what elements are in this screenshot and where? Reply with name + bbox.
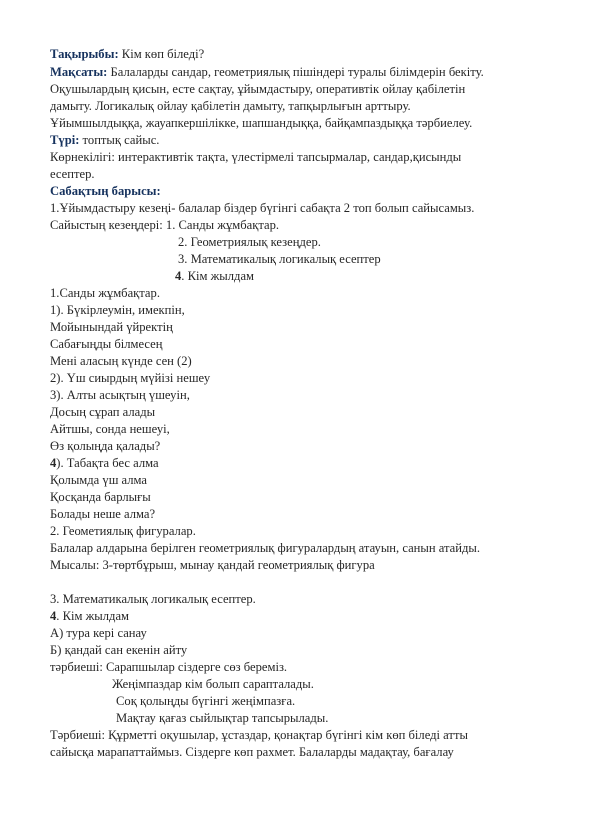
- riddle-1-line-3: Сабағыңды білмесең: [50, 337, 163, 351]
- geometry-example: Мысалы: 3-төртбұрыш, мынау қандай геометриялық фигура: [50, 558, 375, 572]
- riddle-4-number: 4: [50, 456, 57, 470]
- topic-text: Кім көп біледі?: [118, 47, 205, 61]
- closing-line-2: сайысқа марапаттаймыз. Сіздерге көп рахмет. Балаларды мадақтау, бағалау: [50, 745, 454, 759]
- geometry-description: Балалар алдарына берілген геометриялық фигуралардың атауын, санын атайды.: [50, 541, 481, 555]
- topic-label: Тақырыбы:: [50, 47, 119, 61]
- goals-line-2: Оқушылардың қисын, есте сақтау, ұйымдастыру, оперативтік ойлау қабілетін: [50, 82, 466, 96]
- stage-4-text: . Кім жылдам: [181, 269, 255, 283]
- riddle-2: 2). Үш сиырдың мүйізі нешеу: [50, 371, 211, 385]
- goals-label: Мақсаты:: [50, 65, 108, 79]
- goals-line-4: Ұйымшылдыққа, жауапкершілікке, шапшандыққа, байқампаздыққа тәрбиелеу.: [50, 116, 473, 130]
- riddle-4-line-3: Қосқанда барлығы: [50, 490, 151, 504]
- riddle-4-text: ). Табақта бес алма: [56, 456, 159, 470]
- riddle-3-line-3: Айтшы, сонда нешеуі,: [50, 422, 170, 436]
- riddle-4-line-4: Болады неше алма?: [50, 507, 156, 521]
- stages-intro: Сайыстың кезеңдері: 1. Санды жұмбақтар.: [50, 218, 280, 232]
- teacher-line: тәрбиеші: Сарапшылар сіздерге сөз береміз.: [50, 660, 288, 674]
- geometry-title: 2. Геометиялық фигуралар.: [50, 524, 196, 538]
- organization-stage: 1.Ұйымдастыру кезеңі- балалар біздер бүгінгі сабақта 2 топ болып сайысамыз.: [50, 201, 475, 215]
- fastest-text: . Кім жылдам: [56, 609, 130, 623]
- math-problems-title: 3. Математикалық логикалық есептер.: [50, 592, 256, 606]
- riddle-4-line-1: [50, 455, 159, 472]
- fastest-title: [50, 608, 129, 625]
- fastest-number: 4: [50, 609, 57, 623]
- stage-2: 2. Геометриялық кезеңдер.: [178, 235, 321, 249]
- winners-line: Жеңімпаздар кім болып сарапталады.: [112, 677, 314, 691]
- goals-line-3: дамыту. Логикалық ойлау қабілетін дамыту, тапқырлығын арттыру.: [50, 99, 411, 113]
- visual-aids-line-1: Көрнекілігі: интерактивтік тақта, үлестірмелі тапсырмалар, сандар,қисынды: [50, 150, 462, 164]
- riddle-4-line-2: Қолымда үш алма: [50, 473, 147, 487]
- process-heading: Сабақтың барысы:: [50, 184, 161, 198]
- topic-line: [50, 46, 204, 63]
- riddle-3-line-2: Досың сұрап алады: [50, 405, 156, 419]
- riddle-3-line-4: Өз қолыңда қалады?: [50, 439, 161, 453]
- type-line: [50, 132, 159, 149]
- riddles-title: 1.Санды жұмбақтар.: [50, 286, 160, 300]
- visual-aids-line-2: есептер.: [50, 167, 95, 181]
- stage-4-number: 4: [175, 269, 182, 283]
- type-label: Түрі:: [50, 133, 80, 147]
- goals-text-1: Балаларды сандар, геометриялық пішіндері туралы білімдерін бекіту.: [107, 65, 484, 79]
- type-text: топтық сайыс.: [79, 133, 160, 147]
- congrats-line: Соқ қолыңды бүгінгі жеңімпазға.: [116, 694, 296, 708]
- riddle-1-line-1: 1). Бүкірлеумін, имекпін,: [50, 303, 185, 317]
- goals-line-1: [50, 64, 484, 81]
- stage-4: [175, 268, 254, 285]
- riddle-3-line-1: 3). Алты асықтың үшеуін,: [50, 388, 190, 402]
- closing-line-1: Тәрбиеші: Құрметті оқушылар, ұстаздар, қонақтар бүгінгі кім көп біледі атты: [50, 728, 468, 742]
- stage-3: 3. Математикалық логикалық есептер: [178, 252, 381, 266]
- riddle-1-line-4: Мені аласың күнде сен (2): [50, 354, 192, 368]
- riddle-1-line-2: Мойынындай үйректің: [50, 320, 173, 334]
- fastest-task-b: Б) қандай сан екенін айту: [50, 643, 188, 657]
- praise-line: Мақтау қағаз сыйлықтар тапсырылады.: [116, 711, 329, 725]
- fastest-task-a: А) тура кері санау: [50, 626, 147, 640]
